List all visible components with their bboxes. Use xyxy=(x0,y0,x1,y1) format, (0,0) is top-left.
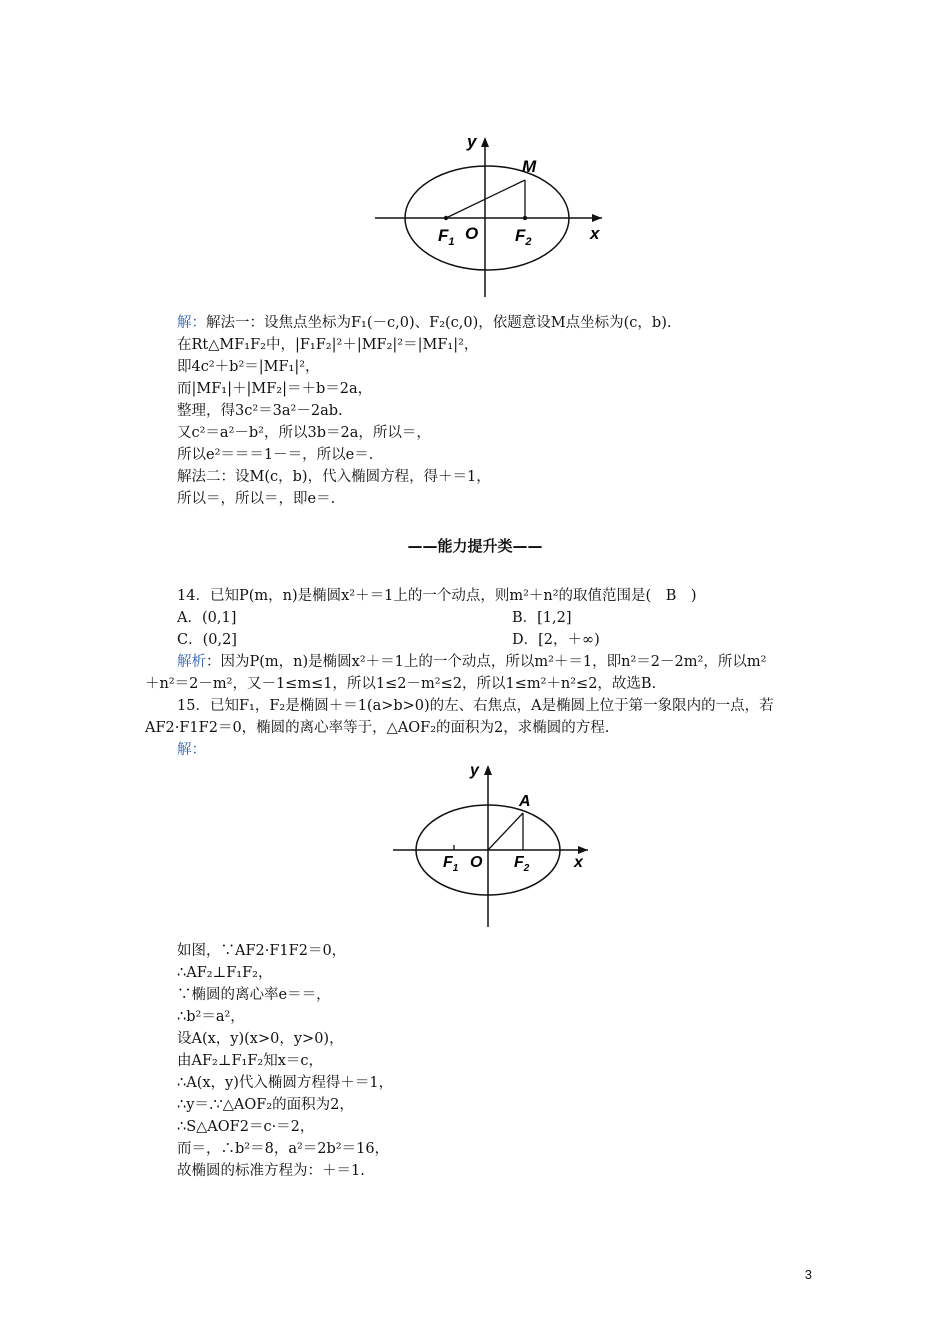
q15-solution-line-7: ∴A(x，y)代入椭圆方程得＋＝1， xyxy=(177,1075,394,1091)
ellipse-figure-2 xyxy=(388,755,598,930)
origin-label: O xyxy=(465,224,479,243)
section-heading: ——能力提升类—— xyxy=(407,537,543,555)
solution1-line-3: 即4c²＋b²＝|MF₁|²， xyxy=(177,359,320,375)
solution1-line-1: 解：解法一：设焦点坐标为F₁(－c,0)、F₂(c,0)，依题意设M点坐标为(c，b). xyxy=(177,315,672,331)
q15-stem-line-1: 15．已知F₁，F₂是椭圆＋＝1(a>b>0)的左、右焦点，A是椭圆上位于第一象限内的一点，若 xyxy=(177,698,774,714)
q14-option-b: B．[1,2] xyxy=(512,610,572,626)
q14-analysis-line-2: ＋n²＝2－m²，又－1≤m≤1，所以1≤2－m²≤2，所以1≤m²＋n²≤2，故选B. xyxy=(145,676,657,692)
q14-option-a: A．(0,1] xyxy=(177,610,237,626)
q15-solution-line-1: 如图，∵AF2·F1F2＝0， xyxy=(177,943,347,959)
solution1-line-8: 解法二：设M(c，b)，代入椭圆方程，得＋＝1， xyxy=(177,469,491,485)
f2-label: $F_2$ xyxy=(514,854,530,874)
q15-solution-line-11: 故椭圆的标准方程为：＋＝1. xyxy=(177,1163,365,1179)
x-axis-label: x xyxy=(590,224,600,243)
solution1-line-7: 所以e²＝＝＝1－＝，所以e＝. xyxy=(177,447,374,463)
q15-solution-line-10: 而＝，∴b²＝8，a²＝2b²＝16， xyxy=(177,1141,390,1157)
q15-solution-line-8: ∴y＝.∵△AOF₂的面积为2， xyxy=(177,1097,354,1113)
q15-stem-line-2: AF2·F1F2＝0，椭圆的离心率等于，△AOF₂的面积为2，求椭圆的方程. xyxy=(145,720,610,736)
solution1-line-9: 所以＝，所以＝，即e＝. xyxy=(177,491,336,507)
page-number: 3 xyxy=(804,1267,812,1282)
q15-solution-line-6: 由AF₂⊥F₁F₂知x＝c， xyxy=(177,1053,324,1069)
solution1-line-2: 在Rt△MF₁F₂中，|F₁F₂|²＋|MF₂|²＝|MF₁|²， xyxy=(177,337,479,353)
solution1-line-5: 整理，得3c²＝3a²－2ab. xyxy=(177,403,343,419)
y-axis-label: y xyxy=(467,132,477,151)
q15-solution-label: 解： xyxy=(177,742,206,758)
q15-solution-line-5: 设A(x，y)(x>0，y>0)， xyxy=(177,1031,344,1047)
q14-stem: 14．已知P(m，n)是椭圆x²＋＝1上的一个动点，则m²＋n²的取值范围是( B ) xyxy=(177,588,697,604)
solution1-line-4: 而|MF₁|＋|MF₂|＝＋b＝2a， xyxy=(177,381,373,397)
f1-label: $F_1$ xyxy=(443,854,459,874)
y-axis-label: y xyxy=(470,762,479,779)
point-a-label: A xyxy=(519,793,531,810)
analysis-label: 解析 xyxy=(177,654,206,670)
ellipse-figure-1 xyxy=(370,125,610,300)
q15-solution-line-3: ∵椭圆的离心率e＝＝， xyxy=(177,987,331,1003)
origin-label: O xyxy=(470,854,483,871)
f2-label: $F_2$ xyxy=(515,226,532,248)
x-axis-label: x xyxy=(574,854,583,871)
q14-analysis-line-1: 解析：因为P(m，n)是椭圆x²＋＝1上的一个动点，所以m²＋＝1，即n²＝2－2m²，所以m² xyxy=(177,654,767,670)
q14-option-c: C．(0,2] xyxy=(177,632,237,648)
q14-option-d: D．[2，＋∞) xyxy=(512,632,600,648)
f1-label: $F_1$ xyxy=(438,226,455,248)
solution1-line-6: 又c²＝a²－b²，所以3b＝2a，所以＝， xyxy=(177,425,431,441)
solution-label: 解： xyxy=(177,315,206,331)
q15-solution-line-2: ∴AF₂⊥F₁F₂， xyxy=(177,965,273,981)
q15-solution-line-9: ∴S△AOF2＝c·＝2， xyxy=(177,1119,315,1135)
point-m-label: M xyxy=(522,157,537,176)
q15-solution-line-4: ∴b²＝a²， xyxy=(177,1009,245,1025)
